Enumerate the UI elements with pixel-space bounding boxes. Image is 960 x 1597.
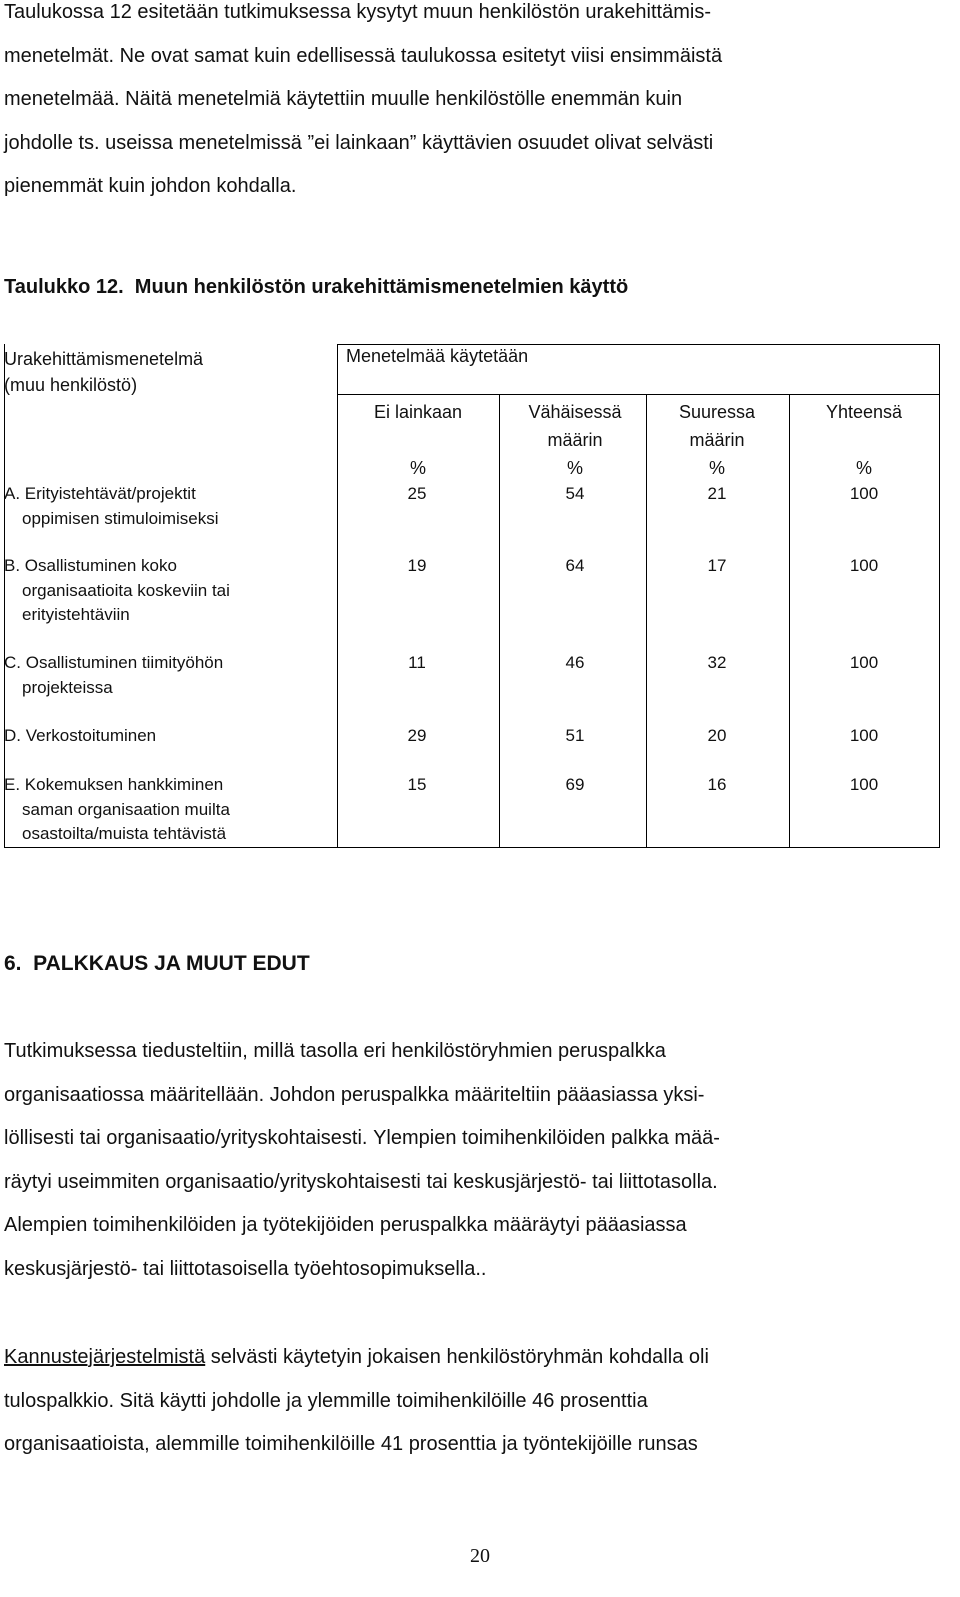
word: peruspalkka xyxy=(340,1083,449,1106)
para-line xyxy=(4,1248,938,1292)
word: Tutkimuksessa xyxy=(4,1040,137,1062)
word: Alempien xyxy=(4,1214,88,1237)
word: ja xyxy=(502,1433,518,1456)
word: räytyi xyxy=(4,1170,52,1193)
para-line xyxy=(4,1204,938,1248)
para-line xyxy=(4,1336,938,1380)
word: toimihenkilöille xyxy=(245,1433,376,1456)
table-cell: 100 xyxy=(849,653,879,672)
row-label-line: D. Verkostoituminen xyxy=(4,726,157,745)
underlined-term xyxy=(4,1336,205,1380)
table-cell: 20 xyxy=(707,726,727,745)
column-header-line: määrin xyxy=(547,430,603,450)
table-cell: 25 xyxy=(407,484,427,503)
word: määriteltiin xyxy=(454,1083,552,1106)
column-header-yhteensa xyxy=(794,398,934,482)
word: kohdalla xyxy=(608,1346,684,1368)
word: prosenttia xyxy=(408,1433,497,1456)
word: useimmiten xyxy=(57,1170,160,1193)
table-cell: 54 xyxy=(565,484,585,503)
group-header: Menetelmää käytetään xyxy=(346,346,529,366)
word: selvästi xyxy=(210,1346,278,1368)
table-cell: 100 xyxy=(849,775,879,794)
data-table xyxy=(4,344,944,848)
table-cell: 100 xyxy=(849,556,879,575)
intro-line: Taulukossa 12 esitetään tutkimuksessa kysytyt muun henkilöstön urakehittämis- xyxy=(4,1,712,23)
word: millä xyxy=(253,1040,295,1062)
word: keskusjärjestö- xyxy=(453,1170,587,1193)
table-cell: 100 xyxy=(849,726,879,745)
word: prosenttia xyxy=(559,1389,648,1412)
word: organisaatioista, xyxy=(4,1433,150,1456)
word: peruspalkka xyxy=(379,1214,488,1237)
row-header-line: (muu henkilöstö) xyxy=(4,375,138,395)
salary-paragraph xyxy=(4,1030,938,1292)
word: tulospalkkio. xyxy=(4,1389,115,1412)
column-header-suuressa xyxy=(647,398,787,482)
word: käytti xyxy=(159,1389,207,1412)
column-unit: % xyxy=(855,458,872,478)
word: runsas xyxy=(637,1433,698,1456)
table-row-label xyxy=(4,773,324,847)
word: ylemmille xyxy=(307,1389,391,1412)
word: 41 xyxy=(380,1433,404,1456)
word: pääasiassa xyxy=(585,1214,687,1237)
row-header xyxy=(4,346,324,398)
word: eri xyxy=(363,1040,386,1062)
row-label-line: organisaatioita koskeviin tai xyxy=(22,580,230,600)
section-heading: 6. PALKKAUS JA MUUT EDUT xyxy=(4,952,310,975)
word: tasolla xyxy=(300,1040,358,1062)
table-caption: Taulukko 12. Muun henkilöstön urakehittämismenetelmien käyttö xyxy=(4,276,629,298)
table-row-label xyxy=(4,724,324,749)
table-row-label xyxy=(4,482,324,531)
table-cell: 21 xyxy=(707,484,727,503)
table-cell: 64 xyxy=(565,556,585,575)
para-line xyxy=(4,1030,938,1074)
table-cell: 100 xyxy=(849,484,879,503)
table-cell: 32 xyxy=(707,653,727,672)
word: henkilöstöryhmien xyxy=(391,1040,553,1062)
word: organisaatiossa määritellään. xyxy=(4,1083,265,1106)
word: ja xyxy=(241,1214,258,1237)
word: määräytyi xyxy=(493,1214,580,1237)
word: alemmille xyxy=(155,1433,240,1456)
column-header-line: Ei lainkaan xyxy=(373,402,463,422)
word: 46 xyxy=(532,1389,555,1412)
row-label-line: erityistehtäviin xyxy=(22,605,130,624)
table-cell: 17 xyxy=(707,556,727,575)
row-label-line: osastoilta/muista tehtävistä xyxy=(22,824,227,843)
row-header-line: Urakehittämismenetelmä xyxy=(4,349,204,369)
row-label-line: C. Osallistuminen tiimityöhön xyxy=(4,653,224,672)
word: johdolle xyxy=(211,1389,281,1412)
row-label-line: oppimisen stimuloimiseksi xyxy=(22,508,219,528)
para-line xyxy=(4,1074,938,1118)
word: Ylempien xyxy=(373,1127,457,1150)
word: liittotasolla. xyxy=(618,1170,718,1193)
table-cell: 11 xyxy=(408,653,426,672)
underlined-text: Kannustejärjestelmistä xyxy=(4,1346,206,1368)
column-header-line: Yhteensä xyxy=(825,402,903,422)
word: tai xyxy=(426,1170,448,1193)
table-cell: 29 xyxy=(407,726,427,745)
intro-line: pienemmät kuin johdon kohdalla. xyxy=(4,175,297,198)
table-cell: 46 xyxy=(565,653,585,672)
column-header-ei-lainkaan xyxy=(348,398,488,482)
word: keskusjärjestö- tai liittotasoisella työehtosopimuksella.. xyxy=(4,1257,487,1280)
word: tai xyxy=(592,1170,614,1193)
word: pääasiassa xyxy=(556,1083,658,1106)
table-cell: 15 xyxy=(407,775,427,794)
column-header-vahaisessa xyxy=(505,398,645,482)
table-cell: 19 xyxy=(407,556,427,575)
row-label-line: saman organisaation muilta xyxy=(22,799,230,819)
word: yksi- xyxy=(663,1083,705,1106)
page-number: 20 xyxy=(470,1545,490,1567)
word: käytetyin xyxy=(283,1346,362,1368)
intro-line: menetelmää. Näitä menetelmiä käytettiin muulle henkilöstölle enemmän kuin xyxy=(4,88,683,111)
word: tiedusteltiin, xyxy=(142,1040,248,1062)
para-line xyxy=(4,1380,938,1424)
column-unit: % xyxy=(708,458,725,478)
column-unit: % xyxy=(409,458,426,478)
row-label-line: A. Erityistehtävät/projektit xyxy=(4,484,196,503)
table-row-label xyxy=(4,554,324,628)
word: työtekijöiden xyxy=(263,1214,375,1237)
table-cell: 69 xyxy=(565,775,585,794)
word: oli xyxy=(688,1346,709,1368)
column-header-line: määrin xyxy=(689,430,745,450)
row-label-line: projekteissa xyxy=(22,677,113,697)
word: toimihenkilöiden xyxy=(92,1214,237,1237)
word: jokaisen xyxy=(367,1346,441,1368)
column-unit: % xyxy=(566,458,583,478)
row-label-line: E. Kokemuksen hankkiminen xyxy=(4,775,224,794)
para-line xyxy=(4,1423,938,1467)
table-cell: 16 xyxy=(707,775,727,794)
incentive-paragraph xyxy=(4,1336,938,1467)
column-header-line xyxy=(348,426,488,454)
word: toimihenkilöiden xyxy=(462,1127,606,1150)
word: toimihenkilöille xyxy=(396,1389,527,1412)
word: työntekijöille xyxy=(523,1433,633,1456)
table-cell: 51 xyxy=(565,726,585,745)
intro-line: menetelmät. Ne ovat samat kuin edellisessä taulukossa esitetyt viisi ensimmäistä xyxy=(4,44,723,67)
word: Johdon xyxy=(269,1083,336,1106)
word: löllisesti tai organisaatio/yrityskohtaisesti. xyxy=(4,1127,368,1150)
intro-line: johdolle ts. useissa menetelmissä ”ei lainkaan” käyttävien osuudet olivat selvästi xyxy=(4,131,714,154)
word: henkilöstöryhmän xyxy=(446,1346,604,1368)
column-header-line xyxy=(794,426,934,454)
word: Sitä xyxy=(119,1389,155,1412)
column-header-line: Suuressa xyxy=(678,402,756,422)
para-line xyxy=(4,1117,938,1161)
intro-paragraph xyxy=(4,0,938,209)
para-line xyxy=(4,1161,938,1205)
word: organisaatio/yrityskohtaisesti xyxy=(165,1170,421,1193)
word: peruspalkka xyxy=(558,1040,666,1062)
word: mää- xyxy=(674,1127,720,1150)
word: palkka xyxy=(611,1127,669,1150)
table-row-label xyxy=(4,651,324,700)
word: ja xyxy=(286,1389,302,1412)
column-header-line: Vähäisessä xyxy=(528,402,622,422)
row-label-line: B. Osallistuminen koko xyxy=(4,556,177,575)
